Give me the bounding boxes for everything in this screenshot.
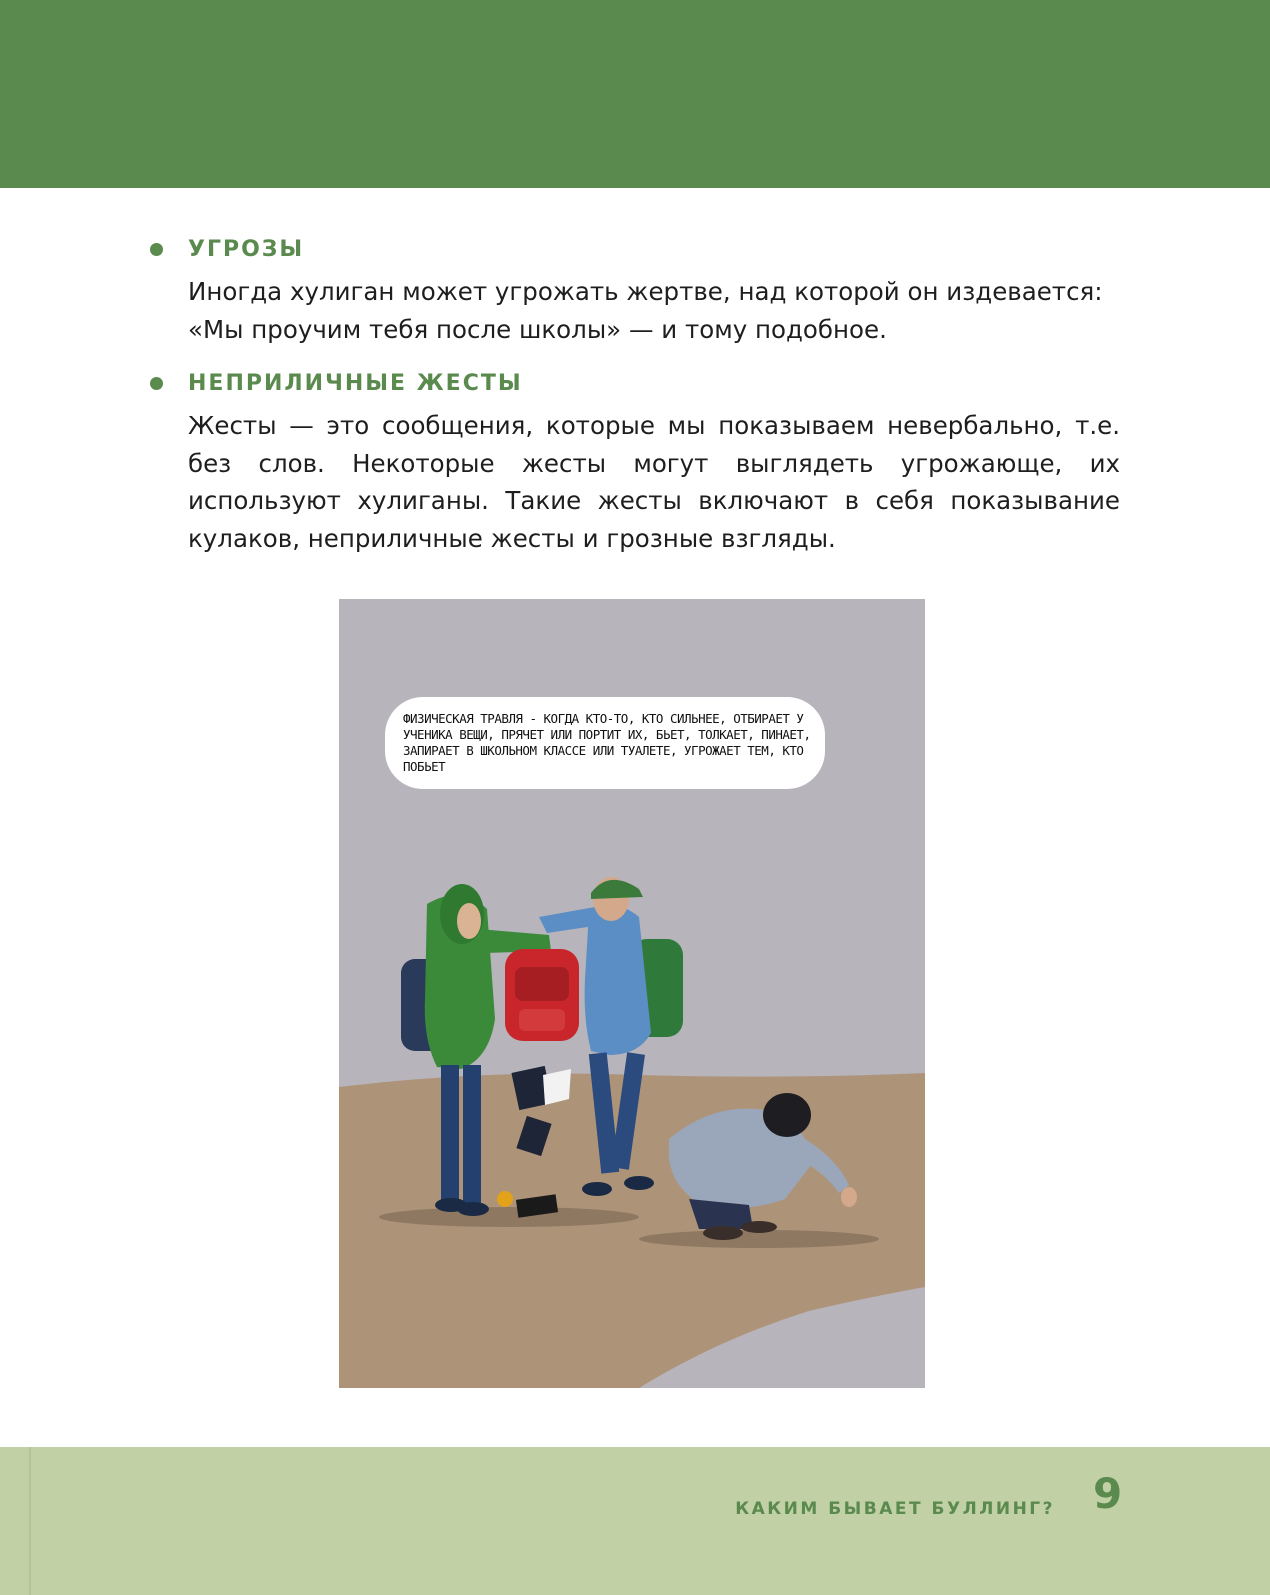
body-line: Иногда хулиган может угрожать жертве, над которой он издевается:: [188, 277, 1103, 306]
section-heading: УГРОЗЫ: [188, 237, 305, 262]
footer-edge-line: [29, 1447, 31, 1595]
section-heading: НЕПРИЛИЧНЫЕ ЖЕСТЫ: [188, 371, 523, 396]
footer-chapter-title: КАКИМ БЫВАЕТ БУЛЛИНГ?: [735, 1499, 1055, 1519]
section-body: [188, 273, 1120, 348]
top-color-band: [0, 0, 1270, 188]
red-backpack: [505, 949, 579, 1041]
body-line: «Мы проучим тебя после школы» — и тому подобное.: [188, 314, 887, 344]
bullet-icon: [150, 377, 163, 390]
section-body: Жесты — это сообщения, которые мы показываем невербально, т.е. без слов. Некоторые жесты могут выглядеть угрожающе, их используют хулиганы. Такие жесты включают в себя показывание кулаков, неприличные жесты и грозные взгляды.: [188, 411, 1120, 553]
speech-bubble: [385, 697, 825, 789]
footer-band: [0, 1447, 1270, 1595]
section-gestures: [150, 364, 1120, 557]
page-number: 9: [1093, 1469, 1123, 1518]
bullet-icon: [150, 243, 163, 256]
shadow: [379, 1207, 639, 1227]
section-threats: [150, 230, 1120, 348]
page-content: [150, 230, 1120, 557]
bullying-illustration: [339, 599, 925, 1388]
speech-bubble-text: ФИЗИЧЕСКАЯ ТРАВЛЯ - КОГДА КТО-ТО, КТО СИЛЬНЕЕ, ОТБИРАЕТ У УЧЕНИКА ВЕЩИ, ПРЯЧЕТ ИЛИ ПОРТИТ ИХ, БЬЕТ, ТОЛКАЕТ, ПИНАЕТ, ЗАПИРАЕТ В ШКОЛЬНОМ КЛАССЕ ИЛИ ТУАЛЕТЕ, УГРОЖАЕТ ТЕМ, КТО ПОБЬЕТ: [403, 711, 811, 774]
